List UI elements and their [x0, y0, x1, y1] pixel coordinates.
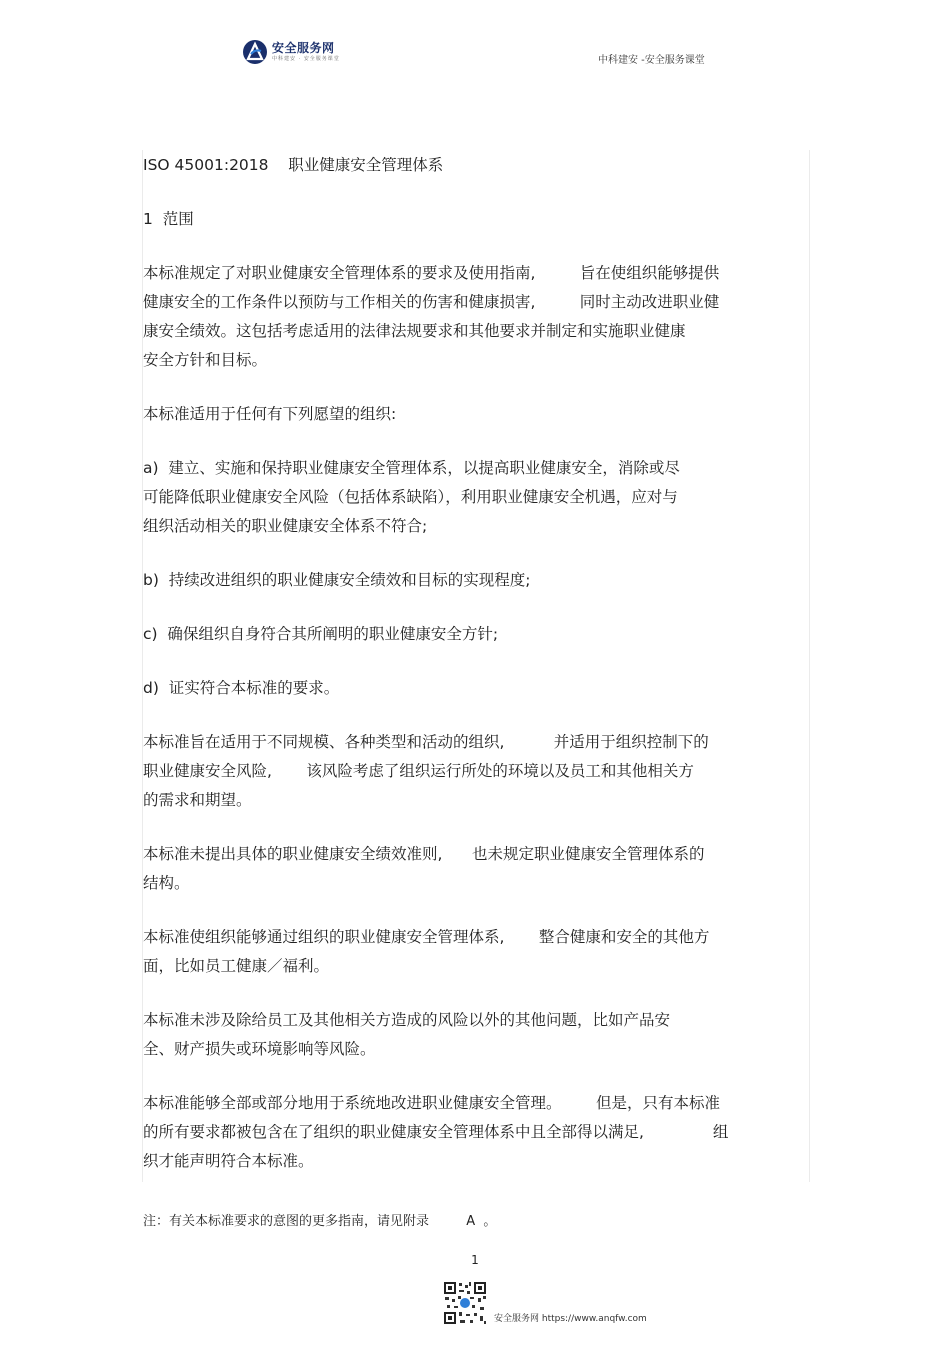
paragraph-line: 结构。 — [143, 874, 190, 892]
paragraph-line: 面，比如员工健康／福利。 — [143, 957, 330, 975]
paragraph-line: 织才能声明符合本标准。 — [143, 1152, 314, 1170]
paragraph-line: 的需求和期望。 — [143, 791, 252, 809]
paragraph — [143, 1006, 805, 1064]
paragraph-line: 本标准使组织能够通过组织的职业健康安全管理体系, 整合健康和安全的其他方 — [143, 928, 710, 946]
paragraph-line: 本标准适用于任何有下列愿望的组织: — [143, 405, 397, 423]
section-heading: 1 范围 — [143, 210, 194, 228]
paragraph-line: a) 建立、实施和保持职业健康安全管理体系，以提高职业健康安全，消除或尽 — [143, 459, 680, 477]
paragraph-line: 本标准规定了对职业健康安全管理体系的要求及使用指南, 旨在使组织能够提供 — [143, 264, 720, 282]
paragraph-line: 安全方针和目标。 — [143, 351, 268, 369]
paragraph-line: 本标准旨在适用于不同规模、各种类型和活动的组织, 并适用于组织控制下的 — [143, 733, 709, 751]
paragraph-line: 康安全绩效。这包括考虑适用的法律法规要求和其他要求并制定和实施职业健康 — [143, 322, 686, 340]
paragraph-line: 组织活动相关的职业健康安全体系不符合; — [143, 517, 428, 535]
paragraph — [143, 259, 805, 375]
paragraph-line: 本标准未提出具体的职业健康安全绩效准则, 也未规定职业健康安全管理体系的 — [143, 845, 705, 863]
logo-subtitle: 中科建安 · 安全服务课堂 — [272, 56, 340, 62]
qr-code-icon[interactable] — [442, 1280, 488, 1326]
header-right-text: 中科建安 -安全服务课堂 — [598, 55, 705, 66]
page-number: 1 — [471, 1253, 479, 1267]
paragraph — [143, 620, 805, 649]
page-footer — [442, 1280, 647, 1326]
paragraph — [143, 728, 805, 815]
footer-site-link[interactable]: 安全服务网 https://www.anqfw.com — [494, 1314, 647, 1324]
paragraph-line: 健康安全的工作条件以预防与工作相关的伤害和健康损害, 同时主动改进职业健 — [143, 293, 720, 311]
paragraph-line: 本标准未涉及除给员工及其他相关方造成的风险以外的其他问题，比如产品安 — [143, 1011, 671, 1029]
paragraph-line: 的所有要求都被包含在了组织的职业健康安全管理体系中且全部得以满足, 组 — [143, 1123, 729, 1141]
paragraph-line: 职业健康安全风险, 该风险考虑了组织运行所处的环境以及员工和其他相关方 — [143, 762, 694, 780]
paragraph-line: b) 持续改进组织的职业健康安全绩效和目标的实现程度; — [143, 571, 531, 589]
paragraph-line: 全、财产损失或环境影响等风险。 — [143, 1040, 376, 1058]
paragraph-list — [143, 259, 805, 1176]
paragraph-line: c) 确保组织自身符合其所阐明的职业健康安全方针; — [143, 625, 499, 643]
document-body — [143, 151, 805, 1201]
paragraph-line: 本标准能够全部或部分地用于系统地改进职业健康安全管理。 但是，只有本标准 — [143, 1094, 720, 1112]
document-title: ISO 45001:2018 职业健康安全管理体系 — [143, 156, 444, 174]
paragraph — [143, 400, 805, 429]
site-logo[interactable] — [242, 38, 340, 66]
paragraph — [143, 566, 805, 595]
paragraph-line: d) 证实符合本标准的要求。 — [143, 679, 340, 697]
footnote: 注：有关本标准要求的意图的更多指南，请见附录 A 。 — [143, 1214, 497, 1229]
paragraph — [143, 674, 805, 703]
paragraph — [143, 923, 805, 981]
paragraph-line: 可能降低职业健康安全风险（包括体系缺陷），利用职业健康安全机遇，应对与 — [143, 488, 678, 506]
paragraph — [143, 1089, 805, 1176]
logo-icon — [242, 39, 268, 65]
logo-name: 安全服务网 — [272, 41, 335, 55]
paragraph — [143, 454, 805, 541]
paragraph — [143, 840, 805, 898]
